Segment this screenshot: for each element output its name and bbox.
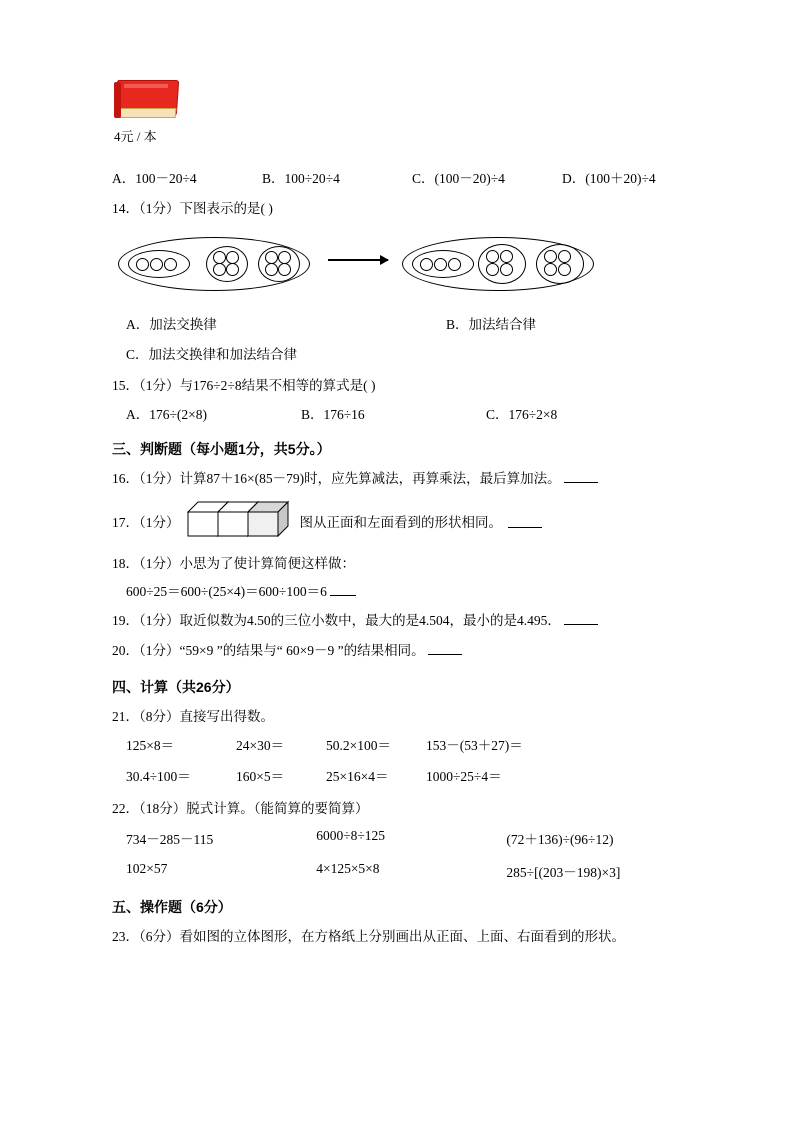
q21-stem: 21．（8分）直接写出得数。: [112, 708, 274, 724]
q13-option-b: B．100÷20÷4: [262, 171, 340, 186]
q14-stem: 14．（1分）下图表示的是( ): [112, 201, 273, 216]
q22-item-1: 734－285－115: [126, 831, 214, 847]
q22-item-3: (72＋136)÷(96÷12): [506, 831, 614, 847]
q16-text: 16．（1分）计算87＋16×(85－79)时，应先算减法，再算乘法，最后算加法。: [112, 470, 561, 486]
q21-item-7: 25×16×4＝: [326, 769, 389, 785]
section-5-title: 五、操作题（6分）: [112, 898, 232, 915]
q15-option-a: A．176÷(2×8): [126, 406, 208, 422]
q19-answer-blank[interactable]: [564, 612, 598, 625]
q22-item-2: 6000÷8÷125: [316, 827, 386, 843]
q21-item-1: 125×8＝: [126, 738, 175, 754]
q18-answer-blank[interactable]: [330, 583, 356, 596]
q15-stem: 15．（1分）与176÷2÷8结果不相等的算式是( ): [112, 378, 376, 394]
q23-stem: 23．（6分）看如图的立体图形，在方格纸上分别画出从正面、上面、右面看到的形状。: [112, 928, 625, 944]
document-body: [112, 160, 682, 946]
q15-option-c: C．176÷2×8: [486, 406, 558, 422]
q16-answer-blank[interactable]: [564, 470, 598, 483]
q22-item-4: 102×57: [126, 860, 168, 876]
q13-options: [112, 167, 682, 187]
q18-line1: 18．（1分）小思为了使计算简便这样做：: [112, 556, 355, 572]
q20-row: [112, 641, 682, 661]
q14-option-b: B．加法结合律: [446, 316, 537, 332]
cubes-figure-icon: [180, 498, 300, 544]
q15-option-b: B．176÷16: [301, 406, 365, 422]
section-3-title: 三、判断题（每小题1分，共5分。）: [112, 440, 331, 457]
book-illustration: [112, 78, 202, 145]
q20-text: 20．（1分）“59×9 ”的结果与“ 60×9－9 ”的结果相同。: [112, 642, 425, 658]
q13-option-d: D．(100＋20)÷4: [562, 171, 656, 186]
q14-figure: [112, 229, 682, 299]
q15-options: [112, 403, 682, 423]
q17-row: [112, 498, 682, 544]
q13-option-a: A．100－20÷4: [112, 171, 197, 186]
book-icon: [112, 78, 178, 122]
q22-item-6: 285÷[(203－198)×3]: [506, 864, 621, 880]
q21-row-2: [112, 765, 682, 785]
q21-row-1: [112, 734, 682, 754]
q14-option-a: A．加法交换律: [126, 316, 217, 332]
q19-row: [112, 611, 682, 631]
q18-line2: 600÷25＝600÷(25×4)＝600÷100＝6: [126, 583, 327, 599]
arrow-icon: [328, 259, 388, 261]
q21-item-4: 153－(53＋27)＝: [426, 738, 523, 754]
q22-item-5: 4×125×5×8: [316, 860, 380, 876]
q14-options-row1: [112, 313, 682, 333]
q17-prefix: 17．（1分）: [112, 515, 180, 531]
q21-item-6: 160×5＝: [236, 769, 285, 785]
q14-option-c: C．加法交换律和加法结合律: [126, 346, 298, 362]
q21-item-5: 30.4÷100＝: [126, 769, 191, 785]
q18-row2: [112, 582, 682, 602]
q20-answer-blank[interactable]: [428, 642, 462, 655]
q21-item-8: 1000÷25÷4＝: [426, 769, 502, 785]
section-4-title: 四、计算（共26分）: [112, 678, 240, 695]
q22-stem: 22．（18分）脱式计算。（能简算的要简算）: [112, 801, 369, 817]
q17-answer-blank[interactable]: [508, 515, 542, 528]
q21-item-3: 50.2×100＝: [326, 738, 391, 754]
q13-option-c: C．(100－20)÷4: [412, 171, 505, 186]
book-price-label: 4元 / 本: [114, 129, 157, 144]
q17-suffix: 图从正面和左面看到的形状相同。: [299, 515, 502, 531]
q22-row-2: [112, 861, 682, 881]
q21-item-2: 24×30＝: [236, 738, 285, 754]
q22-row-1: [112, 828, 682, 848]
q19-text: 19．（1分）取近似数为4.50的三位小数中，最大的是4.504，最小的是4.495．: [112, 613, 561, 629]
